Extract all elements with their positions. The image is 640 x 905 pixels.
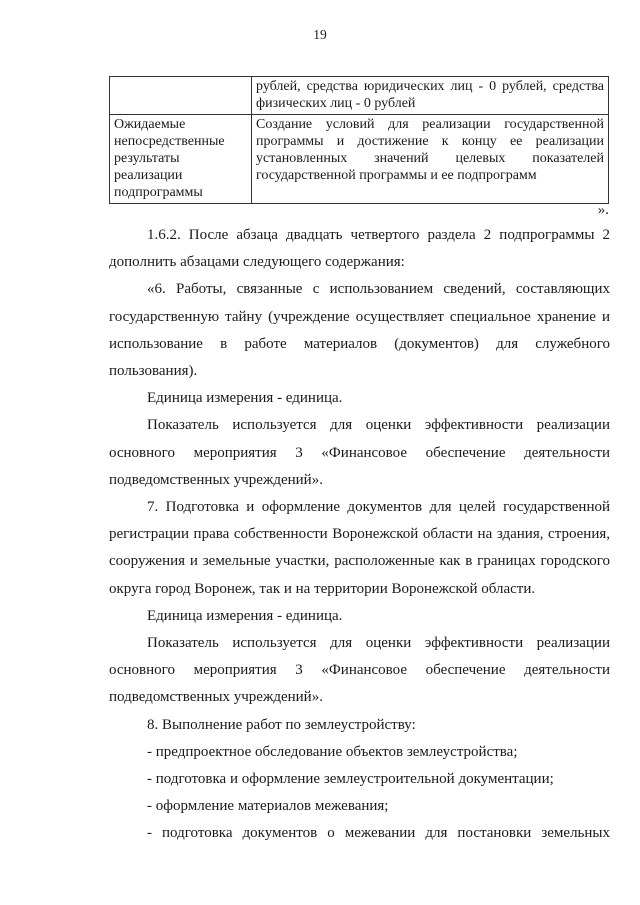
table-row xyxy=(110,77,609,115)
closing-quote: ». xyxy=(597,202,609,218)
list-item: - оформление материалов межевания; xyxy=(147,798,389,815)
paragraph-indicator-usage: Показатель используется для оценки эффективности реализации основного мероприятия 3 «Финансовое обеспечение деятельности подведомственных учреждений». xyxy=(109,635,610,706)
list-item: - подготовка и оформление землеустроительной документации; xyxy=(147,771,554,788)
list-item: - предпроектное обследование объектов землеустройства; xyxy=(147,743,518,760)
page-number: 19 xyxy=(313,27,327,42)
table-cell-value: рублей, средства юридических лиц - 0 рублей, средства физических лиц - 0 рублей xyxy=(252,77,609,115)
list-item: - подготовка документов о межевании для постановки земельных xyxy=(147,825,610,842)
paragraph-unit-of-measure: Единица измерения - единица. xyxy=(147,390,343,407)
paragraph-amendment-1-6-2: 1.6.2. После абзаца двадцать четвертого раздела 2 подпрограммы 2 дополнить абзацами следующего содержания: xyxy=(109,227,610,271)
paragraph-item-6: «6. Работы, связанные с использованием сведений, составляющих государственную тайну (учреждение осуществляет специальное хранение и использование в работе материалов (документов) для служебного пользования). xyxy=(109,281,610,380)
document-body xyxy=(109,222,610,848)
table-cell-label: Ожидаемые непосредственные результаты реализации подпрограммы xyxy=(110,115,252,204)
paragraph-item-8: 8. Выполнение работ по землеустройству: xyxy=(147,716,416,733)
paragraph-indicator-usage: Показатель используется для оценки эффективности реализации основного мероприятия 3 «Финансовое обеспечение деятельности подведомственных учреждений». xyxy=(109,417,610,488)
table-row xyxy=(110,115,609,204)
table-cell-value: Создание условий для реализации государственной программы и достижение к концу ее реализации установленных значений целевых показателей государственной программы и ее подпрограмм xyxy=(252,115,609,204)
paragraph-unit-of-measure: Единица измерения - единица. xyxy=(147,607,343,624)
subprogram-passport-table xyxy=(109,76,609,204)
table-cell-label xyxy=(110,77,252,115)
paragraph-item-7: 7. Подготовка и оформление документов для целей государственной регистрации права собственности Воронежской области на здания, строения, сооружения и земельные участки, расположенные как в границах городского округа город Воронеж, так и на территории Воронежской области. xyxy=(109,499,610,597)
